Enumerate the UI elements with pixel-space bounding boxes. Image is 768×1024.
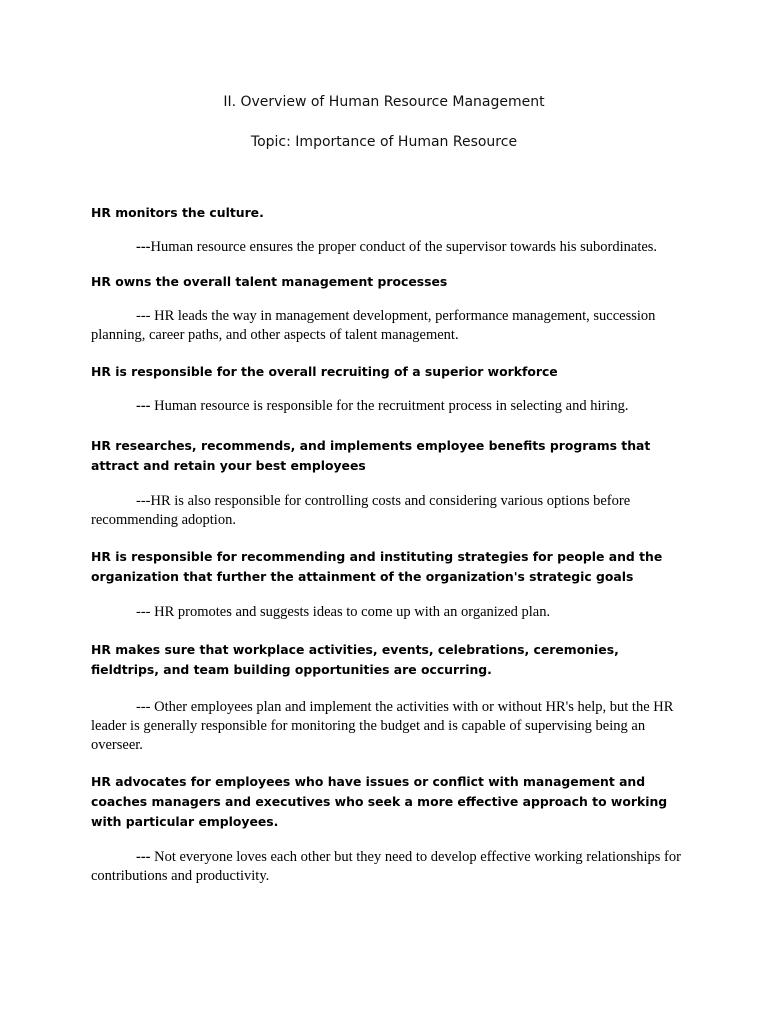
document-title: II. Overview of Human Resource Management — [223, 94, 545, 110]
section-heading: HR makes sure that workplace activities, events, celebrations, ceremonies, fieldtrips, and team building opportunities are occurring. — [91, 642, 619, 677]
section-text: HR promotes and suggests ideas to come up with an organized plan. — [150, 604, 551, 620]
section-heading: HR advocates for employees who have issues or conflict with management and coaches managers and executives who seek a more effective approach to working with particular employees. — [91, 774, 668, 829]
section-dash: --- — [136, 604, 151, 620]
section-text: Human resource is responsible for the recruitment process in selecting and hiring. — [150, 398, 629, 414]
section-text: HR is also responsible for controlling costs and considering various options before recommending adoption. — [91, 493, 631, 528]
section-heading: HR monitors the culture. — [91, 205, 264, 220]
section-text: Not everyone loves each other but they need to develop effective working relationships for contributions and productivity. — [91, 849, 681, 884]
section-text: Other employees plan and implement the activities with or without HR's help, but the HR leader is generally responsible for monitoring the budget and is capable of supervising being an overseer. — [91, 699, 674, 753]
section-body — [91, 238, 691, 257]
section-body — [91, 307, 691, 345]
section-heading: HR is responsible for the overall recruiting of a superior workforce — [91, 364, 558, 379]
section-heading: HR owns the overall talent management processes — [91, 274, 448, 289]
section-text: HR leads the way in management development, performance management, succession planning, career paths, and other aspects of talent management. — [91, 308, 656, 343]
section-dash: --- — [136, 849, 151, 865]
section-dash: --- — [136, 308, 151, 324]
section-dash: --- — [136, 398, 151, 414]
section-body — [91, 848, 691, 886]
section-heading: HR is responsible for recommending and instituting strategies for people and the organization that further the attainment of the organization's strategic goals — [91, 549, 663, 584]
document-topic: Topic: Importance of Human Resource — [250, 134, 518, 150]
section-body — [91, 492, 691, 530]
section-body — [91, 603, 691, 622]
section-body — [91, 698, 691, 755]
section-dash: --- — [136, 493, 151, 509]
section-dash: --- — [136, 699, 151, 715]
section-dash: --- — [136, 239, 151, 255]
section-text: Human resource ensures the proper conduct of the supervisor towards his subordinates. — [150, 239, 658, 255]
section-heading: HR researches, recommends, and implements employee benefits programs that attract and retain your best employees — [91, 438, 651, 473]
section-body — [91, 397, 691, 416]
